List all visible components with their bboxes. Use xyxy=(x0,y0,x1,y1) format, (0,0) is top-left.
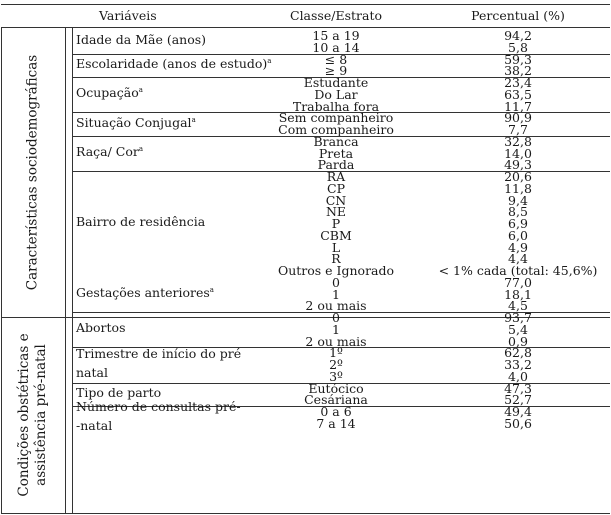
percent-cell: 7,7 xyxy=(508,122,528,137)
class-cell: CP xyxy=(327,180,345,196)
class-cell: P xyxy=(331,216,341,231)
class-cell: Cesáriana xyxy=(304,392,368,408)
variable-name: Bairro de residência xyxy=(76,214,206,230)
class-cell: 2 ou mais xyxy=(305,298,367,314)
footnote-marker: a xyxy=(138,144,144,153)
group-label-line: Características sociodemográficas xyxy=(24,54,41,290)
percent-cell: 59,3 xyxy=(504,51,532,67)
percent-cell: 49,4 xyxy=(504,404,532,419)
class-cell: 1 xyxy=(332,286,340,302)
footnote-marker: a xyxy=(209,285,214,294)
percent-cell: 32,8 xyxy=(504,133,532,149)
class-cell: 2º xyxy=(329,357,343,372)
group-label-line: assistência pré-natal xyxy=(33,344,49,486)
variable-name: -natal xyxy=(76,417,113,433)
percent-cell: 63,5 xyxy=(504,86,532,102)
class-cell: 7 a 14 xyxy=(316,415,356,431)
group-divider-line xyxy=(65,27,66,317)
variable-name: Situação Conjugal$^a$ xyxy=(76,114,196,130)
percent-cell: < 1% cada (total: 45,6%) xyxy=(438,263,598,278)
class-cell: 0 xyxy=(332,310,340,325)
percent-cell: 11,7 xyxy=(504,98,532,114)
class-cell: 15 a 19 xyxy=(312,28,360,43)
group-divider-line xyxy=(65,317,66,513)
percent-cell: 11,8 xyxy=(504,180,532,196)
footnote-marker: a xyxy=(138,86,143,95)
percent-cell: 20,6 xyxy=(504,169,532,184)
class-cell: CBM xyxy=(320,227,352,243)
variable-name: Tipo de parto xyxy=(76,384,162,400)
class-cell: Com companheiro xyxy=(278,122,394,137)
percent-cell: 23,4 xyxy=(504,75,532,90)
percent-cell: 62,8 xyxy=(504,345,532,361)
class-cell: L xyxy=(331,239,341,255)
class-cell: CN xyxy=(325,192,347,208)
variable-name: Escolaridade (anos de estudo)$^a$ xyxy=(76,55,272,71)
class-cell: Outros e Ignorado xyxy=(277,263,395,278)
percent-cell: 9,4 xyxy=(508,192,528,208)
variable-name: Raça/ Cor$^a$ xyxy=(76,143,144,159)
class-cell: Branca xyxy=(313,133,359,149)
percent-cell: 33,2 xyxy=(504,357,532,372)
percent-cell: 49,3 xyxy=(504,157,532,173)
percent-cell: 0,9 xyxy=(508,333,528,349)
class-cell: ≤ 8 xyxy=(324,51,348,67)
variable-name: Número de consultas pré- xyxy=(76,398,241,414)
class-cell: 3º xyxy=(329,368,343,384)
class-cell: 2 ou mais xyxy=(305,333,367,349)
percent-cell: 6,0 xyxy=(508,227,528,243)
header-class: Classe/Estrato xyxy=(290,8,382,23)
header-percent: Percentual (%) xyxy=(471,8,565,23)
variable-name: Abortos xyxy=(76,320,126,336)
class-cell: Eutócico xyxy=(308,380,364,396)
footnote-marker: a xyxy=(267,56,272,65)
percent-cell: 50,6 xyxy=(504,415,532,431)
group-label-line: Condições obstétricas e xyxy=(16,333,32,497)
percent-cell: 94,2 xyxy=(504,28,532,43)
header-variables: Variáveis xyxy=(99,8,157,23)
percent-cell: 18,1 xyxy=(504,286,532,302)
variable-name: natal xyxy=(76,364,108,380)
percent-cell: 93,7 xyxy=(504,310,532,325)
group-label xyxy=(25,27,42,317)
class-cell: 1º xyxy=(329,345,343,361)
percent-cell: 6,9 xyxy=(508,216,528,231)
class-cell: ≥ 9 xyxy=(324,63,348,79)
percent-cell: 4,9 xyxy=(508,239,528,255)
percent-cell: 38,2 xyxy=(504,63,532,79)
percent-cell: 90,9 xyxy=(504,110,532,126)
footnote-marker: a xyxy=(191,115,196,124)
class-cell: RA xyxy=(326,169,346,184)
variable-divider-line xyxy=(72,27,73,317)
group-label xyxy=(16,317,50,513)
table-top-rule xyxy=(1,4,610,5)
percent-cell: 4,4 xyxy=(508,251,528,267)
group-left-border xyxy=(1,317,2,513)
variable-name: Idade da Mãe (anos) xyxy=(76,32,207,48)
class-cell: 1 xyxy=(332,321,340,337)
percent-cell: 8,5 xyxy=(508,204,528,220)
class-cell: 0 xyxy=(332,274,340,290)
variable-name: Gestações anteriores$^a$ xyxy=(76,284,214,300)
class-cell: Estudante xyxy=(303,75,369,90)
percent-cell: 14,0 xyxy=(504,145,532,161)
group-bottom-rule xyxy=(1,513,610,514)
class-cell: Parda xyxy=(317,157,355,173)
class-cell: Preta xyxy=(318,145,354,161)
class-cell: 10 a 14 xyxy=(312,39,360,55)
class-cell: Sem companheiro xyxy=(278,110,394,126)
percent-cell: 4,5 xyxy=(508,298,528,314)
variable-name: Trimestre de início do pré xyxy=(76,345,242,361)
percent-cell: 5,8 xyxy=(508,39,528,55)
group-left-border xyxy=(1,27,2,317)
variable-name: Ocupação$^a$ xyxy=(76,85,143,101)
class-cell: Do Lar xyxy=(314,86,358,102)
percent-cell: 47,3 xyxy=(504,380,532,396)
class-cell: 0 a 6 xyxy=(320,404,352,419)
class-cell: NE xyxy=(325,204,347,220)
class-cell: R xyxy=(331,251,341,267)
percent-cell: 52,7 xyxy=(504,392,532,408)
class-cell: Trabalha fora xyxy=(292,98,380,114)
percent-cell: 5,4 xyxy=(508,321,528,337)
percent-cell: 4,0 xyxy=(508,368,528,384)
percent-cell: 77,0 xyxy=(504,274,532,290)
